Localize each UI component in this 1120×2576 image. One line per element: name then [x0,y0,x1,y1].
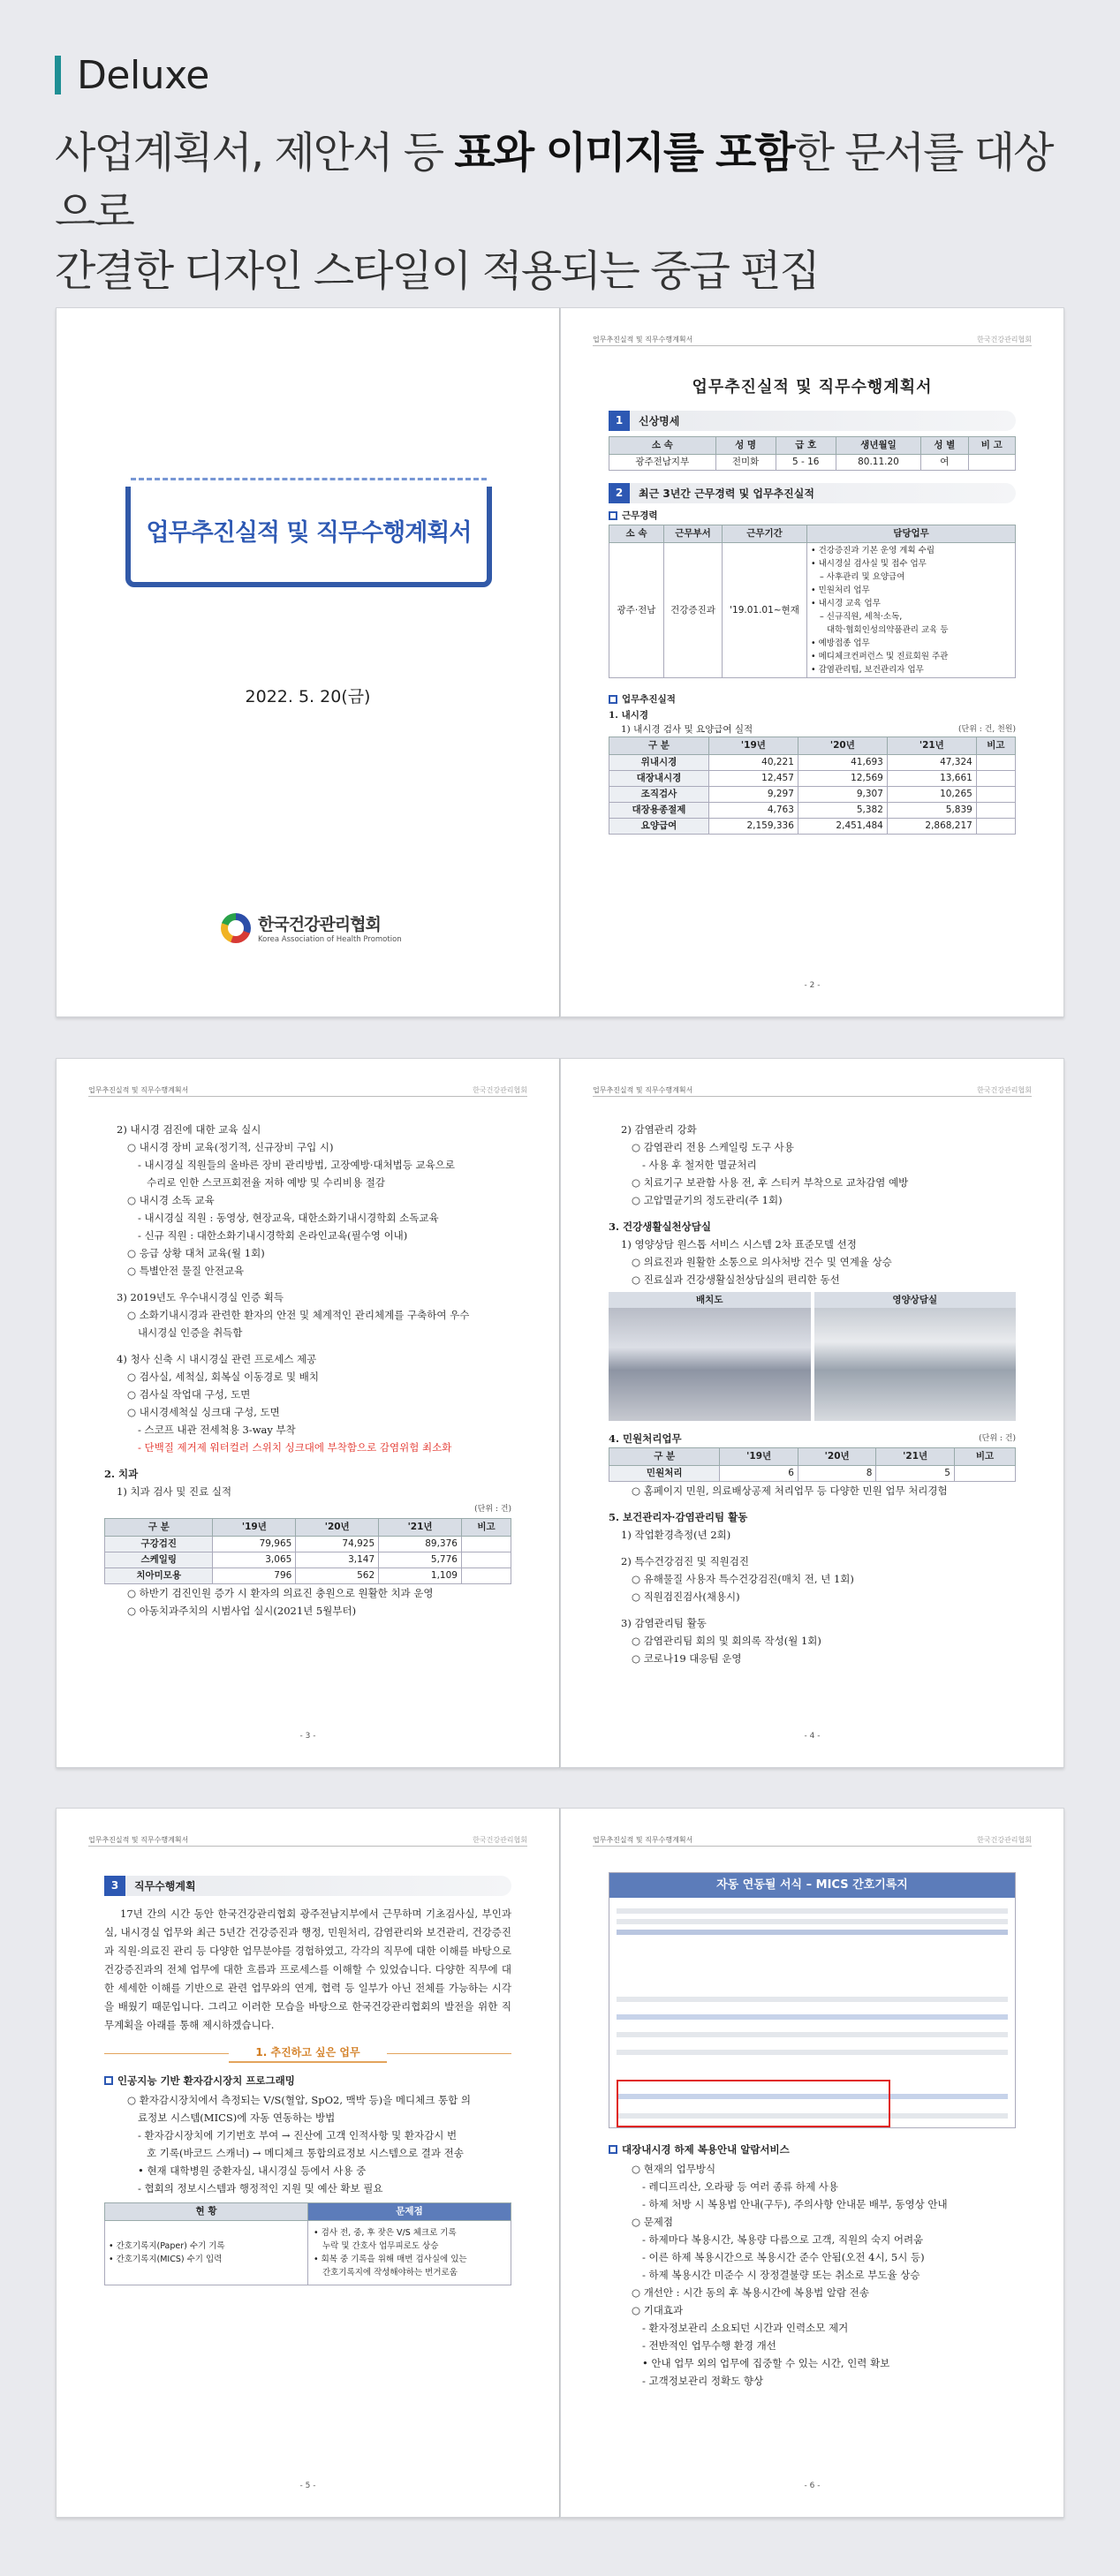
duty-line: • 예방접종 업무 [811,638,870,648]
text-line: - 협회의 정보시스템과 행정적인 지원 및 예산 확보 필요 [138,2182,383,2195]
cell [976,755,1015,771]
sub-heading-text: 대장내시경 하제 복용안내 알람서비스 [622,2143,790,2156]
org-logo [221,911,402,944]
section-number: 1 [609,411,630,431]
header-row [105,1519,511,1537]
item-heading: 1. 내시경 [609,710,649,721]
text-lines [104,2091,511,2197]
col-header: 비고 [954,1448,1015,1466]
cell: 광주·전남 [609,543,664,678]
sub-heading [609,509,1016,523]
spacer [609,1209,1016,1218]
page-number: - 3 - [299,1732,316,1741]
text-line: ○ 아동치과주치의 시범사업 실시(2021년 5월부터) [127,1605,357,1617]
cell: 796 [213,1568,296,1584]
subsection-label: 1. 추진하고 싶은 업무 [229,2043,386,2063]
text-line: - 고객정보관리 정확도 향상 [642,2375,764,2387]
text-lines [104,1121,511,1500]
problem-cell [308,2221,511,2285]
sub-heading [609,2141,1016,2158]
cell [976,803,1015,819]
problem-line: • 검사 전, 중, 후 잦은 V/S 체크로 기록 [314,2228,457,2238]
section-header [609,411,1016,431]
text-line: ○ 직원검진검사(채용시) [632,1590,740,1603]
page-2 [560,307,1064,1017]
cover-date: 2022. 5. 20(금) [245,687,371,706]
cell: 6 [720,1466,798,1482]
page-number: - 6 - [804,2482,821,2490]
rh-right: 한국건강관리협회 [977,1086,1032,1094]
doc-title: 업무추진실적 및 직무수행계획서 [692,378,933,397]
form-row [617,1908,1008,1914]
text-line: - 하제마다 복용시간, 복용량 다름으로 고객, 직원의 숙지 어려움 [642,2233,924,2246]
cell: 41,693 [798,755,887,771]
cell [976,819,1015,835]
org-name-en: Korea Association of Health Promotion [258,935,402,944]
col-header: 성 별 [921,437,968,455]
square-bullet-icon [104,2076,113,2085]
table-row [609,1466,1016,1482]
cell: 5 - 16 [776,455,836,471]
text-lines [609,1482,1016,1667]
page-number: - 5 - [299,2482,316,2490]
problem-line: 누락 및 간호사 업무피로도 상승 [322,2241,439,2251]
cell: 5 [876,1466,955,1482]
table-row [105,1568,511,1584]
text-lines [104,1584,511,1620]
cell [976,771,1015,787]
col-header: '19년 [213,1519,296,1537]
logo-icon [221,913,251,943]
status-cell [105,2221,308,2285]
form-row [617,1930,1008,1935]
text-line: ○ 문제점 [632,2216,674,2228]
table-row [105,1552,511,1568]
text-line: • 안내 업무 외의 업무에 집중할 수 있는 시간, 인력 확보 [642,2357,890,2369]
text-lines [609,1121,1016,1288]
running-head [593,1085,1032,1097]
cell: 건강증진과 [664,543,723,678]
running-head [593,335,1032,346]
cell: 74,925 [296,1537,379,1552]
text-line: - 내시경실 직원 : 동영상, 현장교육, 대한소화기내시경학회 소독교육 [138,1212,439,1224]
page-body [104,1869,511,2285]
problem-line: • 회복 중 기록을 위해 매번 검사실에 있는 [314,2255,467,2264]
text-line: 1) 치과 검사 및 진료 실적 [117,1485,232,1498]
spacer [609,1500,1016,1508]
page-3 [56,1058,560,1768]
text-line: 료정보 시스템(MICS)에 자동 연동하는 방법 [138,2111,336,2124]
text-line: - 스코프 내관 전세척용 3-way 부착 [138,1424,296,1436]
text-line: 3) 감염관리팀 활동 [621,1617,707,1629]
cell: 조직검사 [609,787,709,803]
sub-heading-text: 인공지능 기반 환자감시장치 프로그래밍 [117,2074,295,2087]
text-line: ○ 환자감시장치에서 측정되는 V/S(혈압, SpO2, 맥박 등)을 메디체크 통합 의 [127,2094,471,2106]
cell: 79,965 [213,1537,296,1552]
cell: 1,109 [379,1568,462,1584]
rh-left: 업무추진실적 및 직무수행계획서 [88,1836,189,1844]
col-header: 소 속 [609,437,716,455]
text-line: - 이른 하제 복용시간으로 복용시간 준수 안됨(오전 4시, 5시 등) [642,2251,925,2263]
table-row [609,819,1016,835]
form-row [617,2014,1008,2020]
col-header: 성 명 [715,437,776,455]
col-header: '20년 [798,737,887,755]
page-number: - 2 - [804,981,821,990]
text-line: ○ 기대효과 [632,2304,684,2316]
col-header: 근무기간 [723,525,807,543]
unit-label: (단위 : 건) [979,1434,1016,1443]
rh-right: 한국건강관리협회 [977,336,1032,344]
col-header: 현 황 [105,2203,308,2221]
text-line: - 환자정보관리 소요되던 시간과 인력소모 제거 [642,2322,849,2334]
square-bullet-icon [609,2145,617,2154]
text-line: ○ 코로나19 대응팀 운영 [632,1652,742,1665]
rh-right: 한국건강관리협회 [473,1086,527,1094]
page-4 [560,1058,1064,1768]
col-header: 급 호 [776,437,836,455]
cell: 89,376 [379,1537,462,1552]
rh-right: 한국건강관리협회 [473,1836,527,1844]
cell: 3,147 [296,1552,379,1568]
text-line: ○ 감염관리 전용 스케일링 도구 사용 [632,1141,794,1153]
rh-left: 업무추진실적 및 직무수행계획서 [593,336,693,344]
text-line: ○ 현재의 업무방식 [632,2163,716,2175]
cell [968,455,1015,471]
header-row [609,737,1016,755]
text-line: 3. 건강생활실천상담실 [609,1220,711,1233]
photo-caption: 배치도 [609,1292,811,1308]
col-header: '20년 [296,1519,379,1537]
text-line: ○ 고압멸균기의 정도관리(주 1회) [632,1194,783,1206]
text-line: ○ 홈페이지 민원, 의료배상공제 처리업무 등 다양한 민원 업무 처리경험 [632,1484,948,1497]
cell: 광주전남지부 [609,455,716,471]
page-5 [56,1808,560,2518]
col-header: 문제점 [308,2203,511,2221]
complaint-table [609,1447,1016,1482]
cell: 여 [921,455,968,471]
cell: 8 [798,1466,876,1482]
intro-paragraph: 17년 간의 시간 동안 한국건강관리협회 광주전남지부에서 근무하며 기초검사실, 부인과실, 내시경실 업무와 최근 5년간 건강증진과 행정, 민원처리, 감염관리와 보건관리, 건강증진과 직원·의료진 관리 등 다양한 업무분야를 경험하였고, 각각의 직무에 대한 이해를 바탕으로 건강증진과의 전체 업무에 대한 흐름과 프로세스를 이해할 수 있었습니다. 다양한 직무에 대한 세세한 이해를 기반으로 관련 업무와의 연계, 협력 등 일부가 아닌 전체를 가능하는 시각을 배웠기 때문입니다. 그리고 이러한 모습을 바탕으로 한국건강관리협회의 발전을 위한 직무계획을 아래를 통해 제시하겠습니다. [104,1907,511,2031]
text-line: 4) 청사 신축 시 내시경실 관련 프로세스 제공 [117,1353,317,1365]
cell: 10,265 [887,787,976,803]
col-header: 근무부서 [664,525,723,543]
text-line: - 단백질 제거제 워터컬러 스위치 싱크대에 부착함으로 감염위험 최소화 [138,1441,452,1454]
cell: 대장내시경 [609,771,709,787]
duty-line: • 건강증진과 기본 운영 계획 수립 [811,546,935,555]
cell: 12,457 [708,771,798,787]
text-line: - 하제 처방 시 복용법 안내(구두), 주의사항 안내문 배부, 동영상 안내 [642,2198,948,2210]
text-line: - 환자감시장치에 기기번호 부여 → 진산에 고객 인적사항 및 환자감시 번 [138,2129,458,2142]
running-head [593,1835,1032,1847]
cell: 민원처리 [609,1466,720,1482]
text-line: - 내시경실 직원들의 올바른 장비 관리방법, 고장예방·대처법등 교육으로 [138,1159,455,1171]
text-line: ○ 감염관리팀 회의 및 회의록 작성(월 1회) [632,1635,821,1647]
photo-caption: 영양상담실 [814,1292,1017,1308]
org-name-ko: 한국건강관리협회 [258,915,381,934]
status-line: • 간호기록지(MICS) 수기 입력 [109,2255,223,2264]
cell: 5,382 [798,803,887,819]
section-header [104,1876,511,1896]
sub-heading [609,692,1016,706]
cover-page [56,307,560,1017]
spacer [609,1605,1016,1614]
rule [387,2053,511,2054]
text-line: ○ 개선안 : 시간 동의 후 복용시간에 복용법 알람 전송 [632,2286,869,2299]
col-header: '21년 [876,1448,955,1466]
unit-label: (단위 : 건, 천원) [958,725,1016,734]
rule [104,2053,229,2054]
section-title: 신상명세 [639,414,680,427]
rh-left: 업무추진실적 및 직무수행계획서 [593,1086,693,1094]
cell [461,1568,511,1584]
section-number: 2 [609,483,630,503]
table-row [609,771,1016,787]
text-line: - 하제 복용시간 미준수 시 장정결불량 또는 취소로 부도율 상승 [642,2269,920,2281]
text-line: ○ 검사실, 세척실, 회복실 이동경로 및 배치 [127,1371,320,1383]
duty-line: • 메디체크컨퍼런스 및 진료회원 주관 [811,652,949,661]
col-header: 비고 [976,737,1015,755]
text-line: 3) 2019년도 우수내시경실 인증 획득 [117,1291,284,1303]
cell: 9,307 [798,787,887,803]
text-line: ○ 유해물질 사용자 특수건강검진(매치 전, 년 1회) [632,1573,854,1585]
cell [461,1552,511,1568]
subsection-title [104,2043,511,2063]
cover-title: 업무추진실적 및 직무수행계획서 [146,519,472,547]
text-line: 2) 감염관리 강화 [621,1123,697,1136]
col-header: '21년 [379,1519,462,1537]
cell: 2,159,336 [708,819,798,835]
text-line: - 신규 직원 : 대한소화기내시경학회 온라인교육(필수영 이내) [138,1229,408,1242]
item-text: 1) 내시경 검사 및 요양급여 실적 [621,724,753,735]
text-line: 호 기록(바코드 스캐너) → 메디체크 통합의료정보 시스템으로 결과 전송 [147,2147,464,2159]
header-row [609,1448,1016,1466]
text-line: ○ 치료기구 보관함 사용 전, 후 스티커 부착으로 교차감염 예방 [632,1176,909,1189]
text-line: - 사용 후 철저한 멸균처리 [642,1159,757,1171]
text-line: 1) 작업환경측정(년 2회) [621,1529,731,1541]
section-number: 3 [104,1876,125,1896]
unit-label: (단위 : 건) [474,1505,511,1514]
col-header: 구 분 [609,737,709,755]
spacer [609,1544,1016,1552]
section-header [609,483,1016,503]
promo-title [55,124,1071,301]
title-part: 사업계획서, 제안서 등 [55,128,455,178]
photo-col [609,1292,811,1421]
table-row [609,755,1016,771]
cell: 요양급여 [609,819,709,835]
col-header: '19년 [720,1448,798,1466]
cell: 562 [296,1568,379,1584]
text-line: ○ 하반기 검진인원 증가 시 환자의 의료진 충원으로 원활한 치과 운영 [127,1587,434,1599]
cell: 구강검진 [105,1537,213,1552]
photo-row [609,1292,1016,1421]
title-emphasis: 표와 이미지를 포함 [454,128,794,178]
cell: 3,065 [213,1552,296,1568]
cell [461,1537,511,1552]
cell: 47,324 [887,755,976,771]
item-line [609,1430,1016,1447]
problem-line: 간호기록지에 작성해야하는 번거로움 [322,2268,458,2278]
text-line: ○ 응급 상황 대처 교육(월 1회) [127,1247,265,1259]
text-line: ○ 특별안전 물질 안전교육 [127,1265,245,1277]
section-title: 직무수행계획 [134,1879,196,1892]
col-header: 비고 [461,1519,511,1537]
cell: 13,661 [887,771,976,787]
item-heading: 4. 민원처리업무 [609,1432,682,1445]
cell: 대장용종절제 [609,803,709,819]
highlight-box [617,2080,890,2127]
plan-tag: Deluxe [77,52,209,98]
duty-line: • 감염관리팀, 보건관리자 업무 [811,665,924,675]
text-line: 2) 특수건강검진 및 직원검진 [621,1555,749,1568]
form-row [617,1997,1008,2002]
col-header: '21년 [887,737,976,755]
mics-form-screenshot [609,1872,1016,2128]
text-line: 5. 보건관리자·감염관리팀 활동 [609,1511,748,1523]
text-line: • 현재 대학병원 중환자실, 내시경실 등에서 사용 중 [138,2164,367,2177]
duty-line: – 사후관리 및 요양급여 [820,572,905,582]
text-line: 내시경실 인증을 취득함 [138,1326,243,1339]
form-row [617,2032,1008,2037]
page-body [609,363,1016,835]
status-line: • 간호기록지(Paper) 수기 기록 [109,2241,225,2251]
cell: 전미화 [715,455,776,471]
rh-left: 업무추진실적 및 직무수행계획서 [88,1086,189,1094]
sub-heading [104,2072,511,2089]
text-line: ○ 진료실과 건강생활실천상담실의 편리한 동선 [632,1273,840,1286]
duty-line: • 민원처리 업무 [811,585,870,595]
endoscopy-table [609,737,1016,835]
text-line: 2. 치과 [104,1468,139,1480]
table-row [609,803,1016,819]
text-line: 1) 영양상담 원스톱 서비스 시스템 2차 표준모델 선정 [621,1238,857,1250]
col-header: 생년월일 [836,437,920,455]
col-header: 소 속 [609,525,664,543]
col-header: 담당업무 [807,525,1016,543]
page-6 [560,1808,1064,2518]
square-bullet-icon [609,511,617,520]
text-line: ○ 내시경 소독 교육 [127,1194,215,1206]
col-header: 구 분 [609,1448,720,1466]
square-bullet-icon [609,695,617,704]
cell: 위내시경 [609,755,709,771]
cell: 80.11.20 [836,455,920,471]
duty-line: 대학·협회인성의약품관리 교육 등 [827,625,949,635]
counseling-room-photo [814,1308,1017,1421]
layout-photo [609,1308,811,1421]
dental-table [104,1518,511,1584]
cell: 4,763 [708,803,798,819]
col-header: 구 분 [105,1519,213,1537]
spacer [104,1280,511,1288]
cell: 스케일링 [105,1552,213,1568]
sub-heading-text: 근무경력 [622,510,658,521]
frame-dashes [131,478,487,480]
cell: 9,297 [708,787,798,803]
text-line: ○ 의료진과 원활한 소통으로 의사처방 건수 및 연계율 상승 [632,1256,892,1268]
section-title: 최근 3년간 근무경력 및 업무추진실적 [639,487,814,500]
form-row [617,1919,1008,1924]
text-line: ○ 소화기내시경과 관련한 환자의 안전 및 체계적인 관리체계를 구축하여 우수 [127,1309,470,1321]
table-row [105,1537,511,1552]
cell: 5,839 [887,803,976,819]
cell: '19.01.01~현재 [723,543,807,678]
col-header: '19년 [708,737,798,755]
text-line: 수리로 인한 스코프회전율 저하 예방 및 수리비용 절감 [147,1176,385,1189]
cell [976,787,1015,803]
page-body [104,1121,511,1620]
page-body [609,1121,1016,1667]
page-number: - 4 - [804,1732,821,1741]
text-line: 2) 내시경 검진에 대한 교육 실시 [117,1123,261,1136]
text-line: ○ 내시경 장비 교육(정기적, 신규장비 구입 시) [127,1141,334,1153]
photo-col [814,1292,1017,1421]
cell [954,1466,1015,1482]
duty-line: • 내시경 교육 업무 [811,599,881,608]
table-row [609,787,1016,803]
text-lines [609,2160,1016,2390]
duties-cell [807,543,1016,678]
text-line: ○ 내시경세척실 싱크대 구성, 도면 [127,1406,280,1418]
rh-right: 한국건강관리협회 [977,1836,1032,1844]
text-line: - 전반적인 업무수행 환경 개선 [642,2339,776,2352]
text-line: ○ 검사실 작업대 구성, 도면 [127,1388,251,1401]
issue-table [104,2202,511,2285]
item-line [609,722,1016,737]
spacer [104,1341,511,1350]
duty-line: – 신규직원, 세척·소독, [820,612,903,622]
duty-line: • 내시경실 검사실 및 접수 업무 [811,559,927,569]
logo-text [258,911,402,944]
col-header: '20년 [798,1448,876,1466]
profile-table [609,436,1016,471]
cell: 치아미모용 [105,1568,213,1584]
tag-line [55,53,1071,97]
page-body [609,1869,1016,2390]
career-table [609,525,1016,678]
cell: 5,776 [379,1552,462,1568]
rh-left: 업무추진실적 및 직무수행계획서 [593,1836,693,1844]
title-part: 한 문서를 대상으로 [55,128,1053,237]
running-head [88,1085,527,1097]
form-row [617,2050,1008,2055]
mics-title: 자동 연동될 서식 – MICS 간호기록지 [609,1873,1015,1898]
cell: 12,569 [798,771,887,787]
cell: 40,221 [708,755,798,771]
running-head [88,1835,527,1847]
accent-bar [55,56,61,94]
text-line: - 레디프리산, 오라팡 등 여러 종류 하제 사용 [642,2180,838,2193]
cell: 2,868,217 [887,819,976,835]
spacer [104,1456,511,1465]
title-line2: 간결한 디자인 스타일이 적용되는 중급 편집 [55,246,819,296]
promo-header [55,53,1071,301]
col-header: 비 고 [968,437,1015,455]
cell: 2,451,484 [798,819,887,835]
sub-heading-text: 업무추진실적 [622,694,676,705]
